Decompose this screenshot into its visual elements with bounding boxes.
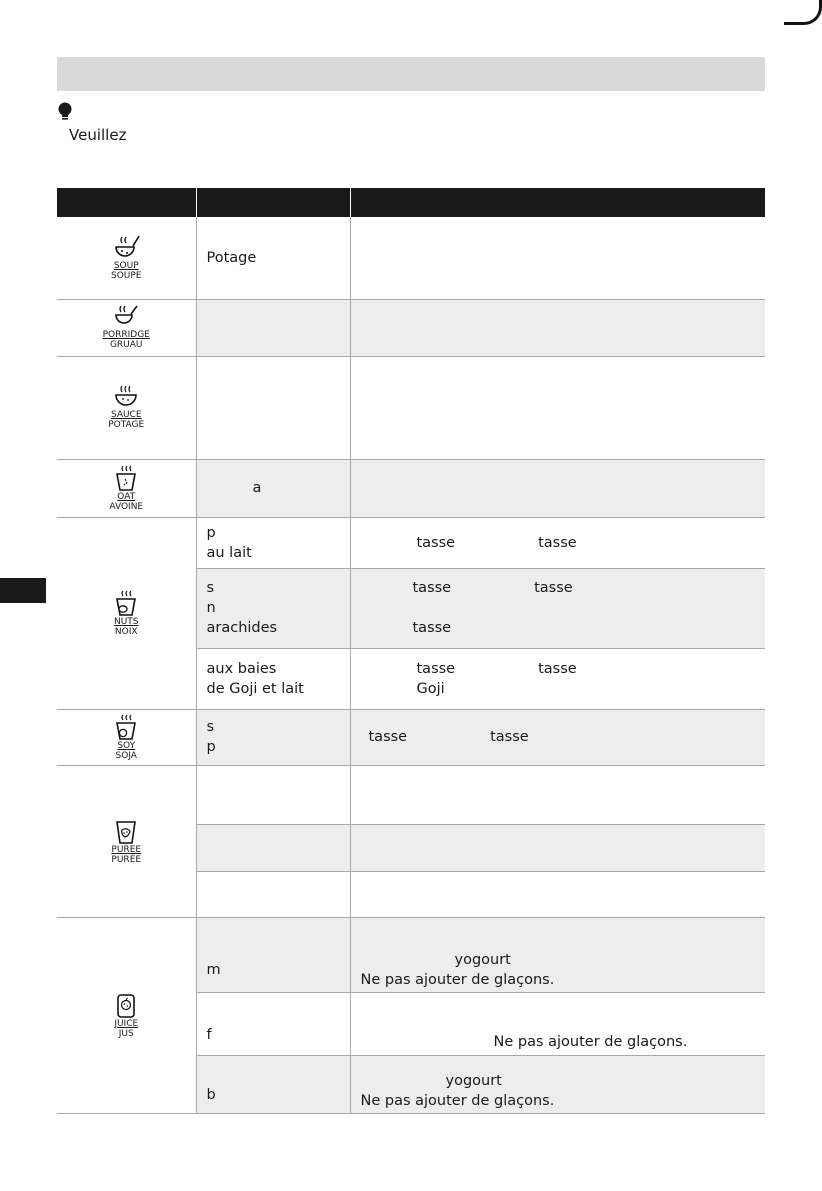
ingredients-text: tasse tasse	[416, 534, 577, 551]
table-row	[57, 917, 765, 992]
program-label-en: PORRIDGE	[102, 330, 150, 340]
program-nuts	[57, 517, 196, 709]
recipe-cell	[196, 917, 350, 992]
ingredients-cell	[350, 765, 765, 824]
table-row	[57, 709, 765, 765]
program-soup	[57, 217, 196, 299]
ingredients-text: yogourt	[454, 951, 511, 968]
table-row	[57, 459, 765, 517]
puree-icon	[114, 818, 138, 844]
program-puree	[57, 765, 196, 917]
ingredients-cell	[350, 917, 765, 992]
ingredients-note: Ne pas ajouter de glaçons.	[360, 1092, 555, 1109]
porridge-icon	[113, 305, 139, 329]
recipe-text: b	[206, 1086, 216, 1103]
program-porridge	[57, 299, 196, 356]
ingredients-text: tasse tasse tasse	[412, 580, 573, 636]
ingredients-note: Ne pas ajouter de glaçons.	[493, 1033, 688, 1050]
ingredients-text: tasse tasse	[368, 729, 529, 745]
ingredients-cell	[350, 992, 765, 1055]
program-label-fr: JUS	[118, 1028, 134, 1039]
sauce-icon	[113, 385, 139, 409]
recipe-cell	[196, 871, 350, 917]
recipe-cell	[196, 356, 350, 459]
section-title-bar	[57, 57, 765, 91]
section-side-tab	[0, 578, 46, 603]
nuts-icon	[114, 590, 138, 616]
table-row	[57, 765, 765, 824]
lightbulb-icon	[57, 102, 73, 122]
header-ingredients	[350, 188, 765, 217]
program-label-fr: SOUPE	[111, 271, 142, 282]
recipe-cell	[196, 992, 350, 1055]
recipe-cell	[196, 709, 350, 765]
ingredients-cell	[350, 568, 765, 648]
recipe-cell	[196, 459, 350, 517]
recipe-text: s n arachides	[206, 580, 278, 636]
ingredients-cell	[350, 299, 765, 356]
recipe-cell	[196, 824, 350, 871]
recipe-text: m	[206, 961, 221, 978]
recipe-cell	[196, 765, 350, 824]
table-row	[57, 217, 765, 299]
program-label-fr: SOJA	[115, 750, 137, 761]
recipe-cell	[196, 568, 350, 648]
recipe-text: s p	[206, 719, 216, 755]
table-row	[57, 517, 765, 568]
ingredients-note: Ne pas ajouter de glaçons.	[360, 971, 555, 988]
ingredients-text: yogourt	[445, 1072, 502, 1089]
recipe-text: Potage	[206, 249, 257, 266]
program-label-fr: AVOINE	[109, 501, 144, 512]
recipe-text: p au lait	[206, 524, 252, 561]
program-juice	[57, 917, 196, 1113]
ingredients-cell	[350, 459, 765, 517]
ingredients-cell	[350, 871, 765, 917]
program-label-fr: PURÉE	[111, 854, 142, 865]
program-label-fr: GRUAU	[109, 340, 143, 350]
soy-icon	[114, 714, 138, 740]
recipe-cell	[196, 517, 350, 568]
program-label-en: NUTS	[113, 616, 139, 627]
program-oat	[57, 459, 196, 517]
ingredients-text: tasse tasse Goji	[416, 660, 577, 697]
program-label-en: SAUCE	[110, 410, 142, 420]
recipe-cell	[196, 217, 350, 299]
program-soy	[57, 709, 196, 765]
ingredients-cell	[350, 824, 765, 871]
program-sauce	[57, 356, 196, 459]
program-label-fr: POTAGE	[108, 420, 145, 430]
recipe-text: f	[206, 1026, 212, 1043]
note-text: Veuillez	[69, 126, 127, 144]
recipe-text: aux baies de Goji et lait	[206, 660, 304, 697]
soup-icon	[111, 234, 141, 260]
program-label-en: JUICE	[114, 1018, 139, 1029]
oat-icon	[114, 465, 138, 491]
table-row	[57, 299, 765, 356]
juice-icon	[115, 992, 137, 1018]
program-label-fr: NOIX	[114, 626, 138, 637]
recipe-text: a	[252, 480, 262, 496]
ingredients-cell	[350, 1055, 765, 1113]
program-label-en: OAT	[117, 491, 136, 502]
ingredients-cell	[350, 709, 765, 765]
header-recipe	[196, 188, 350, 217]
header-program	[57, 188, 196, 217]
program-label-en: PUREE	[111, 844, 142, 855]
ingredients-cell	[350, 648, 765, 709]
recipe-cell	[196, 1055, 350, 1113]
ingredients-cell	[350, 356, 765, 459]
program-label-en: SOY	[117, 740, 136, 751]
table-header-row	[57, 188, 765, 217]
recipe-cell	[196, 648, 350, 709]
recipe-cell	[196, 299, 350, 356]
program-label-en: SOUP	[113, 261, 139, 272]
ingredients-cell	[350, 517, 765, 568]
ingredients-cell	[350, 217, 765, 299]
table-row	[57, 356, 765, 459]
corner-mark	[784, 0, 822, 25]
program-table	[57, 188, 765, 1114]
